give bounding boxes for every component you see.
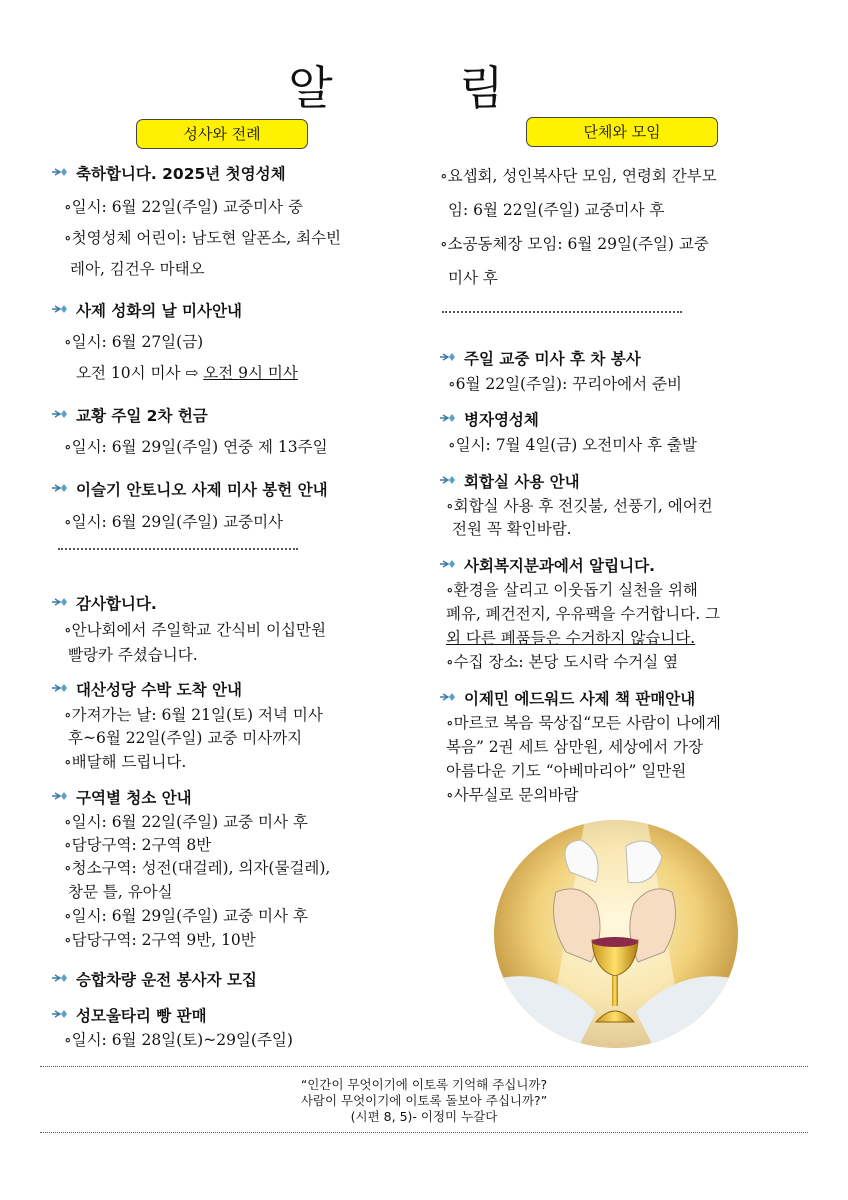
text-line: ∘요셉회, 성인복사단 모임, 연령회 간부모	[440, 167, 717, 185]
section-heading: 주일 교중 미사 후 차 봉사	[440, 347, 641, 369]
text-line: ∘일시: 6월 28일(토)~29일(주일)	[64, 1031, 293, 1049]
text-line: 빨랑카 주셨습니다.	[68, 646, 198, 664]
section-heading: 이슬기 안토니오 사제 미사 봉헌 안내	[52, 478, 328, 500]
text-line: ∘회합실 사용 후 전깃불, 선풍기, 에어컨	[446, 497, 713, 515]
section-heading: 교황 주일 2차 헌금	[52, 404, 208, 426]
bullet-icon	[52, 791, 68, 801]
text-line: ∘사무실로 문의바람	[446, 786, 579, 804]
section-heading: 축하합니다. 2025년 첫영성체	[52, 162, 286, 184]
bullet-icon	[52, 597, 68, 607]
bullet-icon	[52, 167, 68, 177]
text-line: ∘일시: 6월 29일(주일) 교중 미사 후	[64, 907, 308, 925]
text-line: ∘일시: 6월 22일(주일) 교중미사 중	[64, 198, 303, 216]
text-line: ∘배달해 드립니다.	[64, 753, 187, 771]
text-line: 창문 틀, 유아실	[68, 883, 173, 901]
text-line: ∘안나회에서 주일학교 간식비 이십만원	[64, 621, 326, 639]
quote-line: 사람이 무엇이기에 이토록 돌보아 주십니까?”	[300, 1093, 548, 1108]
bullet-icon	[440, 692, 456, 702]
bullet-icon	[440, 413, 456, 423]
bullet-icon	[52, 304, 68, 314]
quote-line: “인간이 무엇이기에 이토록 기억해 주십니까?	[300, 1077, 548, 1092]
text-line: ∘소공동체장 모임: 6월 29일(주일) 교중	[440, 235, 709, 253]
bullet-icon	[440, 475, 456, 485]
text-line: 복음” 2권 세트 삼만원, 세상에서 가장	[446, 738, 703, 756]
text-line: ∘일시: 6월 27일(금)	[64, 333, 204, 351]
section-heading: 성모울타리 빵 판매	[52, 1004, 207, 1026]
eucharist-illustration	[486, 812, 746, 1052]
text-line: ∘가져가는 날: 6월 21일(토) 저녁 미사	[64, 706, 323, 724]
text-line: ∘6월 22일(주일): 꾸리아에서 준비	[448, 375, 682, 393]
bullet-icon	[52, 1009, 68, 1019]
text-line: 폐유, 폐건전지, 우유팩을 수거합니다. 그	[446, 605, 721, 623]
text-line: ∘환경을 살리고 이웃돕기 실천을 위해	[446, 581, 698, 599]
divider	[58, 548, 298, 550]
bullet-icon	[52, 483, 68, 493]
section-heading: 대산성당 수박 도착 안내	[52, 678, 242, 700]
right-banner: 단체와 모임	[526, 117, 718, 147]
section-heading: 구역별 청소 안내	[52, 786, 192, 808]
text-line: 전원 꼭 확인바람.	[452, 520, 572, 538]
section-heading: 병자영성체	[440, 408, 539, 430]
text-line: 후~6월 22일(주일) 교중 미사까지	[68, 729, 303, 747]
text-line: ∘수집 장소: 본당 도시락 수거실 옆	[446, 653, 679, 671]
scripture-quote	[0, 1077, 848, 1125]
text-line: 미사 후	[448, 269, 498, 287]
bullet-icon	[52, 409, 68, 419]
section-heading: 승합차량 운전 봉사자 모집	[52, 968, 257, 990]
bullet-icon	[440, 352, 456, 362]
text-line: ∘일시: 6월 22일(주일) 교중 미사 후	[64, 813, 308, 831]
text-line: 아름다운 기도 “아베마리아” 일만원	[446, 762, 687, 780]
divider	[442, 311, 682, 313]
text-line: ∘마르코 복음 묵상집“모든 사람이 나에게	[446, 714, 721, 732]
bullet-icon	[52, 973, 68, 983]
footer-divider-bottom	[40, 1132, 808, 1133]
section-heading: 사회복지분과에서 알립니다.	[440, 554, 655, 576]
text-line: ∘청소구역: 성전(대걸레), 의자(물걸레),	[64, 859, 331, 877]
text-line: ∘담당구역: 2구역 9반, 10반	[64, 931, 256, 949]
section-heading: 사제 성화의 날 미사안내	[52, 299, 242, 321]
bullet-icon	[52, 683, 68, 693]
footer-divider-top	[40, 1066, 808, 1067]
text-line: ∘일시: 6월 29일(주일) 연중 제 13주일	[64, 438, 328, 456]
text-line: ∘첫영성체 어린이: 남도현 알폰소, 최수빈	[64, 229, 342, 247]
left-banner: 성사와 전례	[136, 119, 308, 149]
text-line: 오전 10시 미사 ⇨ 오전 9시 미사	[76, 364, 298, 382]
section-heading: 감사합니다.	[52, 592, 157, 614]
text-line: 임: 6월 22일(주일) 교중미사 후	[448, 201, 665, 219]
text-line: ∘일시: 7월 4일(금) 오전미사 후 출발	[448, 436, 697, 454]
bullet-icon	[440, 559, 456, 569]
text-line: 외 다른 폐품들은 수거하지 않습니다.	[446, 629, 696, 647]
text-line: ∘담당구역: 2구역 8반	[64, 836, 212, 854]
quote-citation: (시편 8, 5)- 이정미 누갈다	[350, 1109, 498, 1124]
text-line: 레아, 김건우 마태오	[70, 260, 205, 278]
text-line: ∘일시: 6월 29일(주일) 교중미사	[64, 513, 284, 531]
section-heading: 이제민 에드워드 사제 책 판매안내	[440, 687, 695, 709]
section-heading: 회합실 사용 안내	[440, 470, 580, 492]
page-title: 알 림	[288, 61, 560, 115]
